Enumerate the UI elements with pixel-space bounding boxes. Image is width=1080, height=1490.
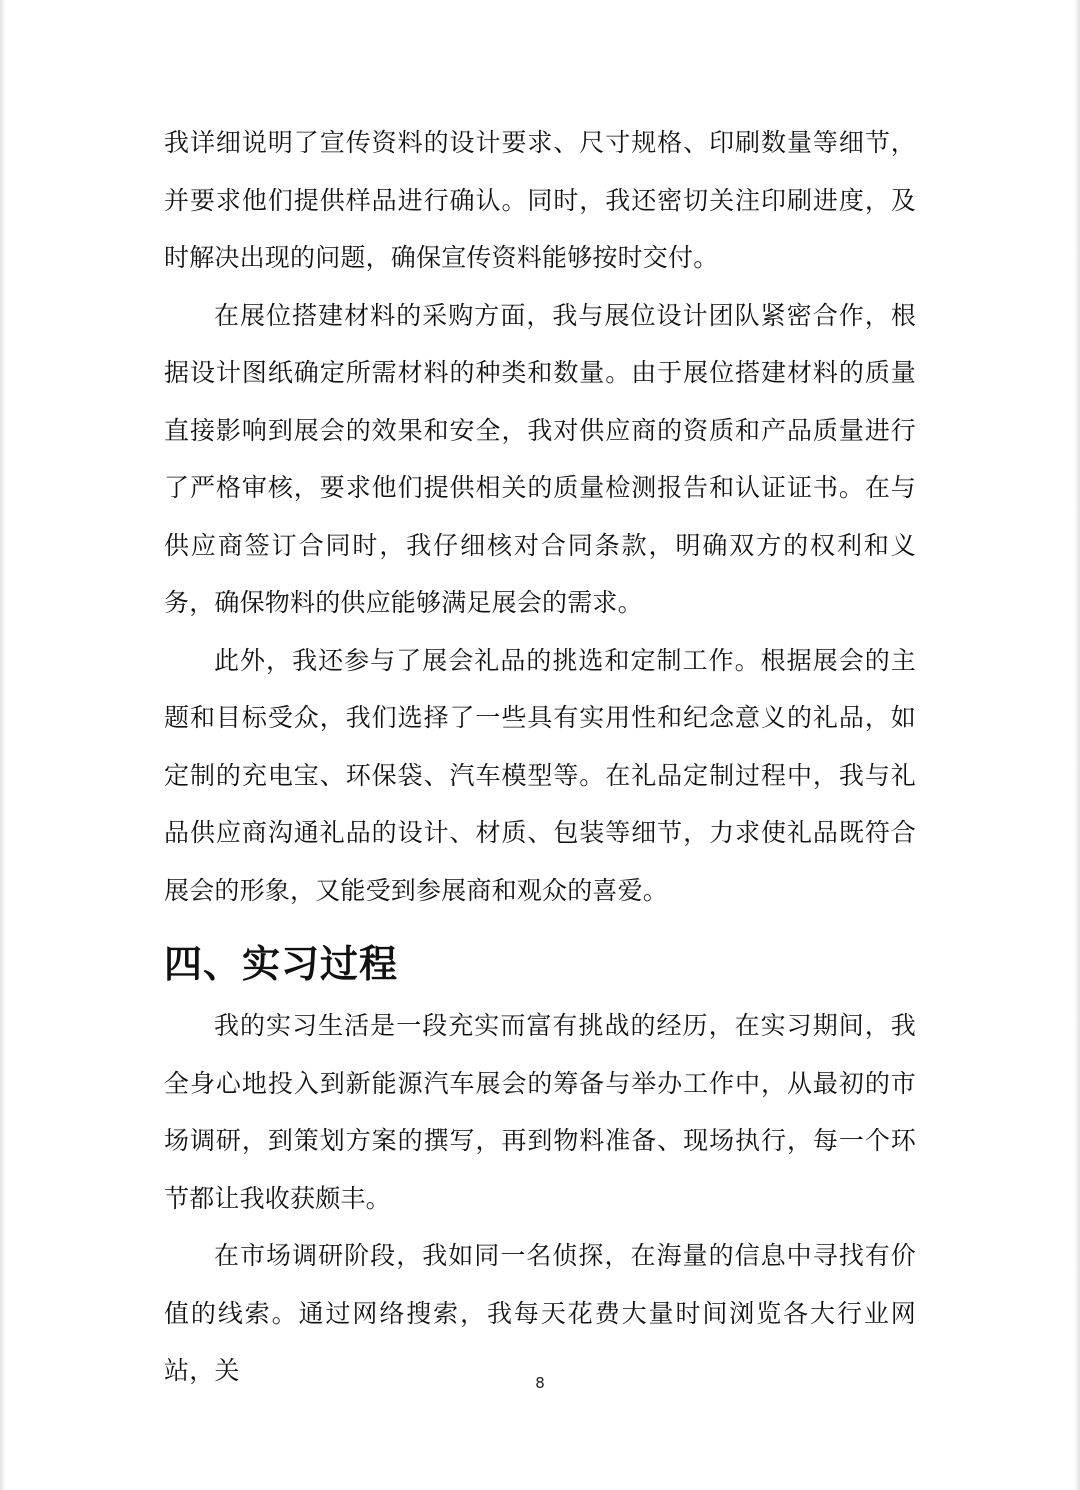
- paragraph-market-research: 在市场调研阶段，我如同一名侦探，在海量的信息中寻找有价值的线索。通过网络搜索，我每天花费大量时间浏览各大行业网站，关: [164, 1241, 916, 1385]
- section-heading: 四、实习过程: [164, 942, 399, 986]
- page-body: [164, 114, 916, 1400]
- page-number: 8: [535, 1374, 545, 1392]
- paragraph-booth-materials: 在展位搭建材料的采购方面，我与展位设计团队紧密合作，根据设计图纸确定所需材料的种类和数量。由于展位搭建材料的质量直接影响到展会的效果和安全，我对供应商的资质和产品质量进行了严格审核，要求他们提供相关的质量检测报告和认证证书。在与供应商签订合同时，我仔细核对合同条款，明确双方的权利和义务，确保物料的供应能够满足展会的需求。: [164, 300, 916, 617]
- paragraph-promotional-materials: 我详细说明了宣传资料的设计要求、尺寸规格、印刷数量等细节，并要求他们提供样品进行确认。同时，我还密切关注印刷进度，及时解决出现的问题，确保宣传资料能够按时交付。: [164, 128, 916, 272]
- paragraph-internship-overview: 我的实习生活是一段充实而富有挑战的经历，在实习期间，我全身心地投入到新能源汽车展会的筹备与举办工作中，从最初的市场调研，到策划方案的撰写，再到物料准备、现场执行，每一个环节都让我收获颇丰。: [164, 1011, 916, 1213]
- page-right-edge: [1074, 0, 1080, 1490]
- paragraph-gifts: 此外，我还参与了展会礼品的挑选和定制工作。根据展会的主题和目标受众，我们选择了一些具有实用性和纪念意义的礼品，如定制的充电宝、环保袋、汽车模型等。在礼品定制过程中，我与礼品供应商沟通礼品的设计、材质、包装等细节，力求使礼品既符合展会的形象，又能受到参展商和观众的喜爱。: [164, 645, 916, 905]
- page-left-edge: [0, 0, 6, 1490]
